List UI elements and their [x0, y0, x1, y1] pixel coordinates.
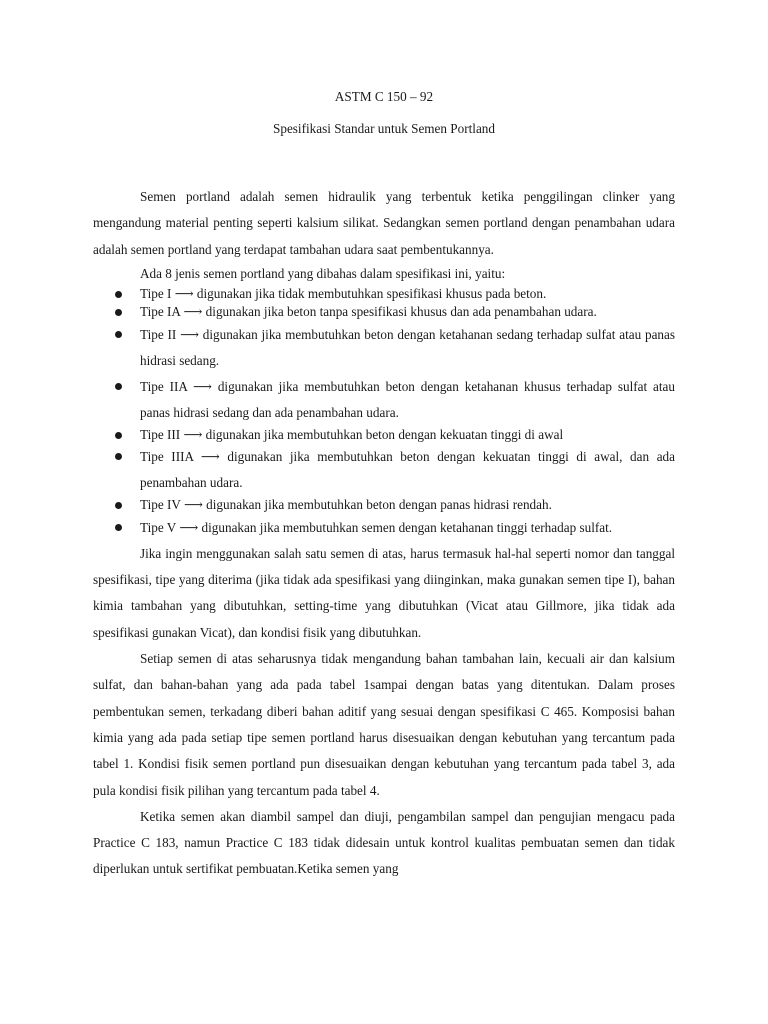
bullet-icon	[115, 524, 122, 531]
list-item-text: Tipe IA ⟶ digunakan jika beton tanpa spesifikasi khusus dan ada penambahan udara.	[140, 304, 597, 320]
paragraph-definition: Semen portland adalah semen hidraulik yang terbentuk ketika penggilingan clinker yang mengandung material penting seperti kalsium silikat. Sedangkan semen portland dengan penambahan udara adalah semen portland yang terdapat tambahan udara saat pembentukannya.	[93, 189, 675, 257]
list-item-text: Tipe II ⟶ digunakan jika membutuhkan beton dengan ketahanan sedang terhadap sulfat atau panas hidrasi sedang.	[140, 326, 675, 368]
paragraph-sampling: Ketika semen akan diambil sampel dan diuji, pengambilan sampel dan pengujian mengacu pada Practice C 183, namun Practice C 183 tidak didesain untuk kontrol kualitas pembuatan semen dan tidak diperlukan untuk sertifikat pembuatan.Ketika semen yang	[93, 808, 675, 877]
list-item-text: Tipe III ⟶ digunakan jika membutuhkan beton dengan kekuatan tinggi di awal	[140, 426, 564, 442]
list-item	[93, 426, 675, 445]
list-item-text: Tipe IIA ⟶ digunakan jika membutuhkan beton dengan ketahanan khusus terhadap sulfat atau panas hidrasi sedang dan ada penambahan udara.	[140, 378, 675, 420]
list-item	[93, 496, 675, 515]
paragraph-composition: Setiap semen di atas seharusnya tidak mengandung bahan tambahan lain, kecuali air dan kalsium sulfat, dan bahan-bahan yang ada pada tabel 1sampai dengan batas yang ditentukan. Dalam proses pembentukan semen, terkadang diberi bahan aditif yang sesuai dengan spesifikasi C 465. Komposisi bahan kimia yang ada pada setiap tipe semen portland harus disesuaikan dengan kebutuhan yang tercantum pada tabel 1. Kondisi fisik semen portland pun disesuaikan dengan kebutuhan yang tercantum pada tabel 3, ada pula kondisi fisik pilihan yang tercantum pada tabel 4.	[93, 651, 675, 798]
list-item	[93, 285, 675, 304]
list-item-text: Tipe V ⟶ digunakan jika membutuhkan semen dengan ketahanan tinggi terhadap sulfat.	[140, 519, 613, 535]
list-item-text: Tipe IV ⟶ digunakan jika membutuhkan beton dengan panas hidrasi rendah.	[140, 497, 552, 513]
list-item	[93, 515, 675, 541]
bullet-icon	[115, 502, 122, 509]
list-item	[93, 322, 675, 374]
list-item-text: Tipe I ⟶ digunakan jika tidak membutuhkan spesifikasi khusus pada beton.	[140, 285, 547, 301]
bullet-icon	[115, 331, 122, 338]
bullet-icon	[115, 432, 122, 439]
bullet-icon	[115, 291, 122, 298]
bullet-icon	[115, 453, 122, 460]
document-title: ASTM C 150 – 92	[334, 89, 434, 104]
paragraph-ordering-requirements: Jika ingin menggunakan salah satu semen di atas, harus termasuk hal-hal seperti nomor dan tanggal spesifikasi, tipe yang diterima (jika tidak ada spesifikasi yang diinginkan, maka gunakan semen tipe I), bahan kimia tambahan yang dibutuhkan, setting-time yang dibutuhkan (Vicat atau Gillmore, jika tidak ada spesifikasi gunakan Vicat), dan kondisi fisik yang dibutuhkan.	[93, 545, 675, 640]
bullet-icon	[115, 309, 122, 316]
bullet-list-intro: Ada 8 jenis semen portland yang dibahas dalam spesifikasi ini, yaitu:	[140, 265, 506, 281]
document-subtitle: Spesifikasi Standar untuk Semen Portland	[273, 121, 495, 136]
list-item	[93, 303, 675, 322]
list-item	[93, 444, 675, 496]
list-item	[93, 374, 675, 426]
list-item-text: Tipe IIIA ⟶ digunakan jika membutuhkan beton dengan kekuatan tinggi di awal, dan ada penambahan udara.	[140, 449, 675, 491]
document-body	[93, 184, 675, 883]
bullet-icon	[115, 383, 122, 390]
cement-type-list	[93, 285, 675, 541]
